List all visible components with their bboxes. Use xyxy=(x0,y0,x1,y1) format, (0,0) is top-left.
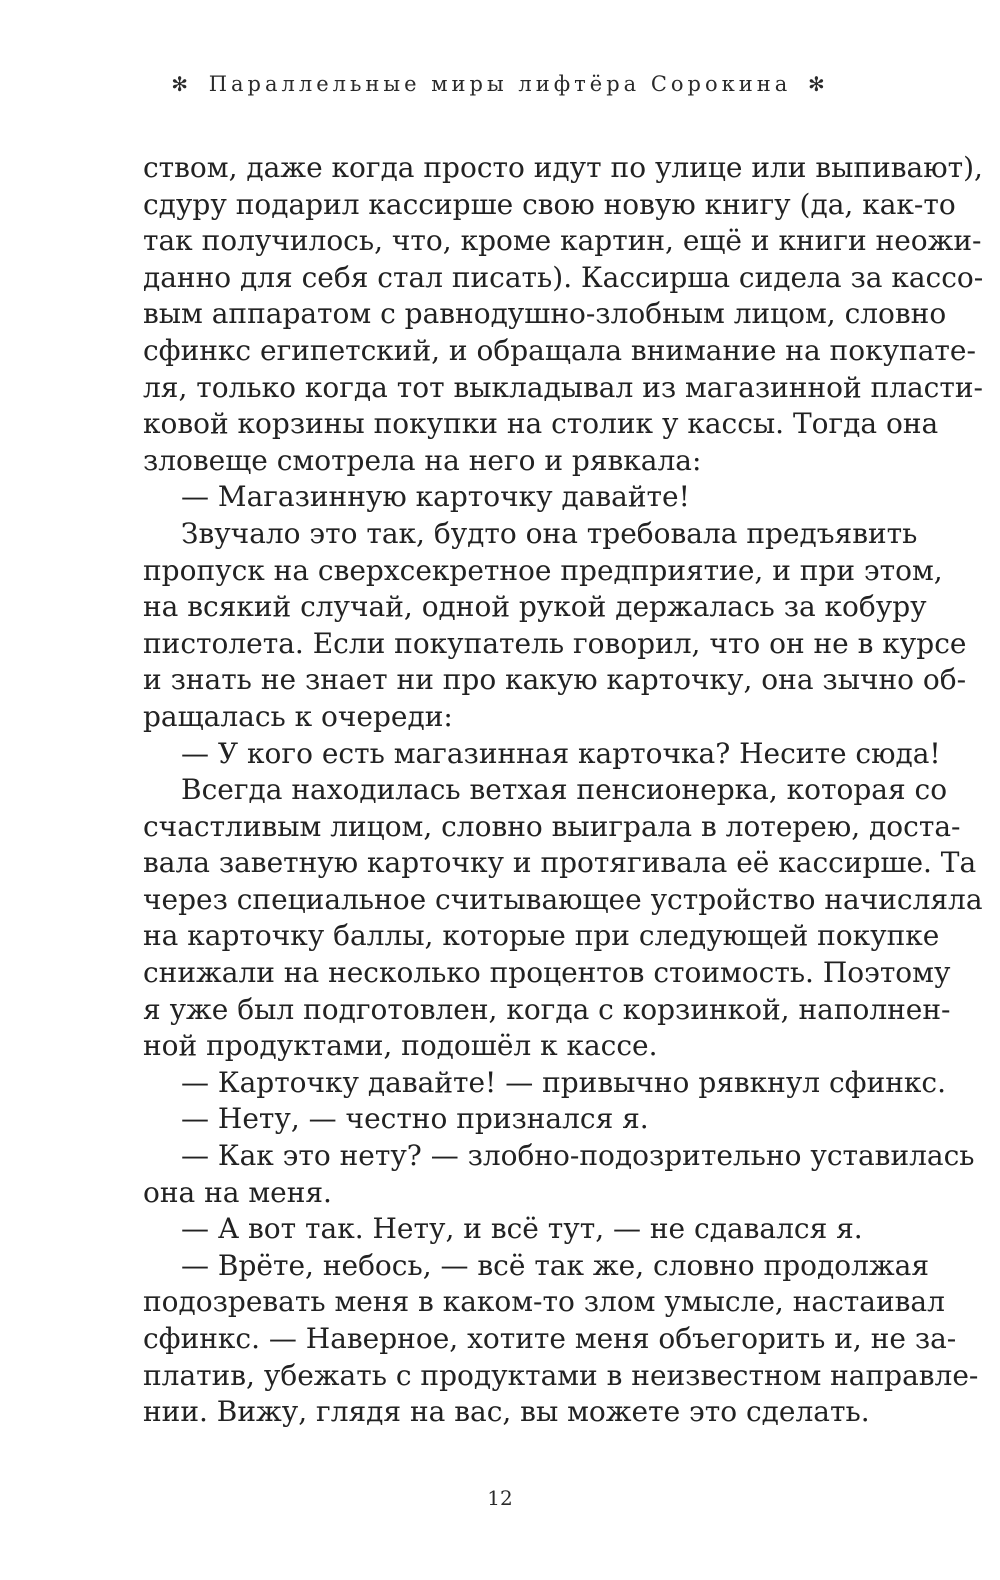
text-line: — Карточку давайте! — привычно рявкнул сфинкс. xyxy=(181,1065,946,1099)
text-line: пистолета. Если покупатель говорил, что он не в курсе xyxy=(143,626,967,660)
text-line: нии. Вижу, глядя на вас, вы можете это сделать. xyxy=(143,1395,870,1429)
text-line: платив, убежать с продуктами в неизвестном направле- xyxy=(143,1358,979,1392)
text-line: пропуск на сверхсекретное предприятие, и при этом, xyxy=(143,553,943,587)
text-line: вала заветную карточку и протягивала её кассирше. Та xyxy=(143,846,977,880)
body-text xyxy=(143,150,984,1431)
text-line: через специальное считывающее устройство начисляла xyxy=(143,882,983,916)
text-line: на карточку баллы, которые при следующей покупке xyxy=(143,919,940,953)
text-line: сфинкс. — Наверное, хотите меня объегорить и, не за- xyxy=(143,1322,957,1355)
text-line: и знать не знает ни про какую карточку, она зычно об- xyxy=(143,663,967,697)
text-line: снижали на несколько процентов стоимость. Поэтому xyxy=(143,956,951,990)
text-line: ля, только когда тот выкладывал из магазинной пласти- xyxy=(143,370,983,404)
text-line: — Как это нету? — злобно-подозрительно уставилась xyxy=(181,1139,975,1173)
text-line: сдуру подарил кассирше свою новую книгу (да, как-то xyxy=(143,187,956,221)
text-line: зловеще смотрела на него и рявкала: xyxy=(143,443,702,477)
text-line: ковой корзины покупки на столик у кассы. Тогда она xyxy=(143,407,939,441)
text-line: ращалась к очереди: xyxy=(143,699,453,733)
text-line: сфинкс египетский, и обращала внимание на покупате- xyxy=(143,333,976,367)
text-line: я уже был подготовлен, когда с корзинкой, наполнен- xyxy=(143,992,951,1026)
text-line: — Врёте, небось, — всё так же, словно продолжая xyxy=(181,1248,929,1282)
text-line: так получилось, что, кроме картин, ещё и книги неожи- xyxy=(143,224,982,258)
text-line: — У кого есть магазинная карточка? Несите сюда! xyxy=(181,736,941,770)
page-number: 12 xyxy=(487,1486,513,1510)
ornament-right-icon: ✻ xyxy=(807,72,829,96)
text-line: — Нету, — честно признался я. xyxy=(181,1102,649,1136)
text-line: Всегда находилась ветхая пенсионерка, которая со xyxy=(181,773,948,807)
running-head xyxy=(0,72,1000,96)
text-line: ством, даже когда просто идут по улице или выпивают), xyxy=(143,151,983,184)
ornament-left-icon: ✻ xyxy=(171,72,193,96)
text-line: данно для себя стал писать). Кассирша сидела за кассо- xyxy=(143,260,984,294)
text-line: подозревать меня в каком-то злом умысле, настаивал xyxy=(143,1285,945,1319)
text-line: она на меня. xyxy=(143,1175,332,1209)
running-head-title: Параллельные миры лифтёра Сорокина xyxy=(208,72,792,96)
text-line: — Магазинную карточку давайте! xyxy=(181,480,690,514)
text-line: вым аппаратом с равнодушно-злобным лицом, словно xyxy=(143,297,947,331)
text-line: на всякий случай, одной рукой держалась за кобуру xyxy=(143,590,927,624)
text-line: ной продуктами, подошёл к кассе. xyxy=(143,1029,658,1063)
text-line: Звучало это так, будто она требовала предъявить xyxy=(181,516,918,550)
text-line: — А вот так. Нету, и всё тут, — не сдавался я. xyxy=(181,1212,863,1246)
text-line: счастливым лицом, словно выиграла в лотерею, доста- xyxy=(143,809,961,843)
